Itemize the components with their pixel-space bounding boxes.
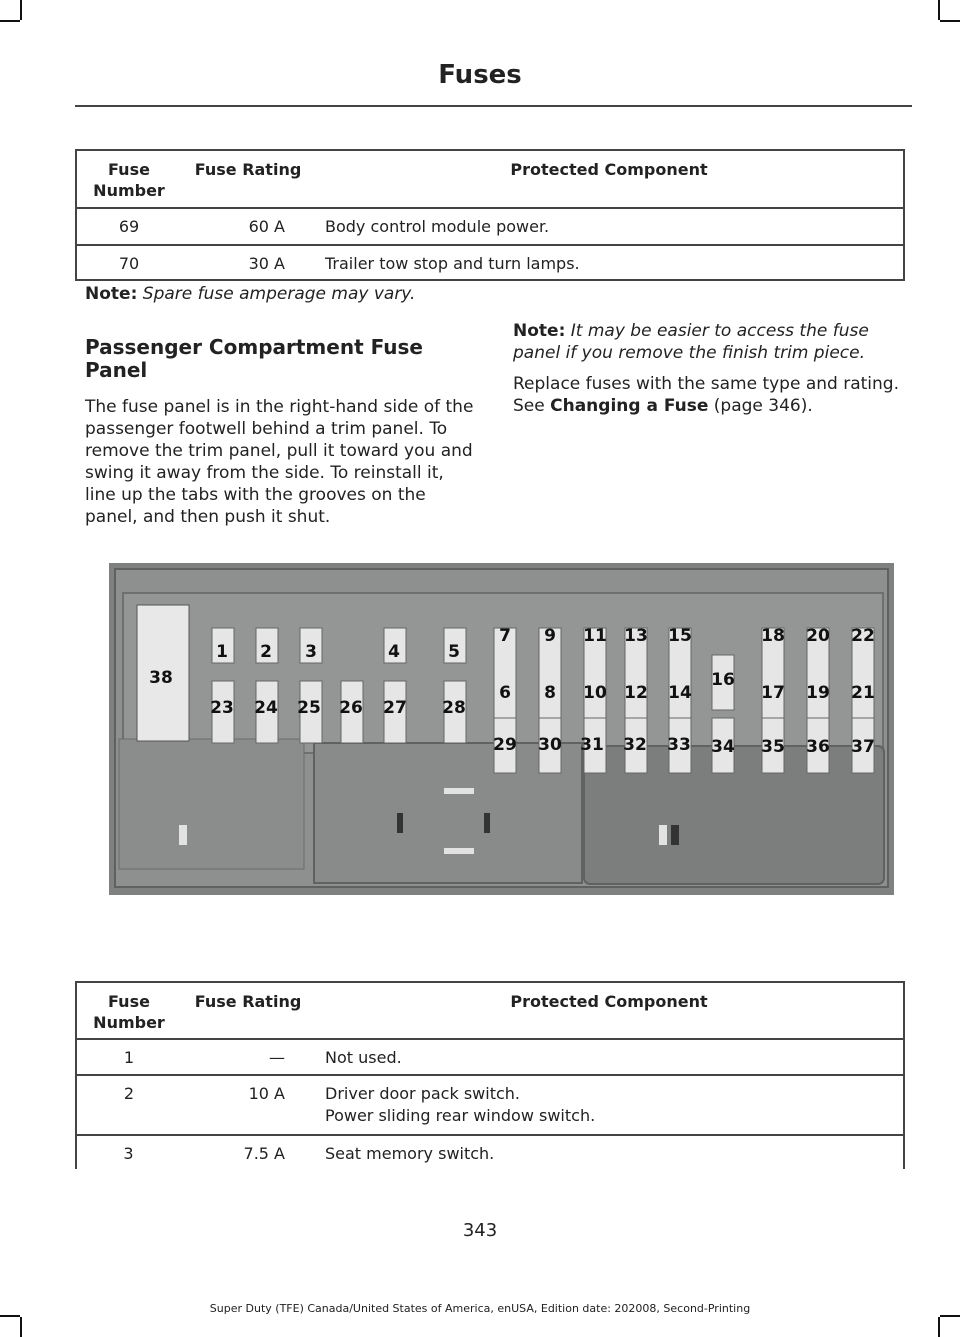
component-cell: Not used. [315, 1039, 904, 1075]
fuse-table-top [75, 149, 905, 281]
fuse-label-4: 4 [388, 642, 400, 662]
crop-mark-tl-v [20, 0, 22, 20]
crop-mark-tl-h [0, 20, 20, 22]
replace-suffix: (page 346). [708, 396, 813, 416]
fuse-table-bottom [75, 981, 905, 1171]
lower-housing-left [119, 739, 304, 869]
note-label: Note: [85, 284, 138, 304]
component-cell: Body control module power. [315, 208, 904, 245]
col-fuse-rating: Fuse Rating [181, 982, 315, 1039]
table-row [76, 208, 904, 245]
fuse-label-24: 24 [254, 698, 278, 718]
fuse-label-27: 27 [383, 698, 407, 718]
fuse-label-10: 10 [583, 683, 607, 703]
fuse-label-6: 6 [499, 683, 511, 703]
replace-fuses-text [513, 373, 908, 417]
fuse-label-32: 32 [623, 735, 647, 755]
fuse-rating-cell: 7.5 A [181, 1135, 315, 1171]
note-spare-fuse [85, 283, 415, 305]
section-title: Passenger Compartment Fuse Panel [85, 335, 423, 382]
component-line: Driver door pack switch. [325, 1084, 520, 1103]
fuse-label-16: 16 [711, 670, 735, 690]
fuse-label-12: 12 [624, 683, 648, 703]
fuse-label-36: 36 [806, 737, 830, 757]
col-fuse-number: Fuse Number [76, 982, 181, 1039]
page-title: Fuses [438, 60, 522, 90]
crop-mark-br-h [940, 1315, 960, 1317]
table-row [76, 1075, 904, 1135]
note-label: Note: [513, 321, 566, 341]
crop-mark-bl-h [0, 1315, 20, 1317]
fuse-label-35: 35 [761, 737, 785, 757]
col-protected-component: Protected Component [315, 150, 904, 208]
slot [659, 825, 667, 845]
fuse-label-21: 21 [851, 683, 875, 703]
fuse-rating-cell: — [181, 1039, 315, 1075]
col-fuse-rating: Fuse Rating [181, 150, 315, 208]
slot [484, 813, 490, 833]
fuse-label-26: 26 [339, 698, 363, 718]
fuse-label-11: 11 [583, 626, 607, 646]
fuse-label-13: 13 [624, 626, 648, 646]
fuse-label-23: 23 [210, 698, 234, 718]
col-fuse-number: Fuse Number [76, 150, 181, 208]
fuse-label-2: 2 [260, 642, 272, 662]
page-footer: Super Duty (TFE) Canada/United States of America, enUSA, Edition date: 202008, Second-Printing [209, 1302, 751, 1315]
fuse-label-28: 28 [442, 698, 466, 718]
fuse-panel-diagram [109, 563, 894, 895]
slot [444, 788, 474, 794]
fuse-label-38: 38 [149, 668, 173, 688]
crop-mark-tr-h [940, 20, 960, 22]
fuse-rating-cell: 30 A [181, 245, 315, 280]
changing-fuse-link[interactable]: Changing a Fuse [550, 396, 709, 416]
fuse-label-33: 33 [667, 735, 691, 755]
table-row [76, 1135, 904, 1171]
col-protected-component: Protected Component [315, 982, 904, 1039]
note-text: It may be easier to access the fuse panel if you remove the finish trim piece. [513, 321, 869, 363]
fuse-label-9: 9 [544, 626, 556, 646]
fuse-number-cell: 70 [76, 245, 181, 280]
fuse-label-25: 25 [297, 698, 321, 718]
component-line: Power sliding rear window switch. [325, 1106, 596, 1125]
crop-mark-bl-v [20, 1317, 22, 1337]
section-paragraph: The fuse panel is in the right-hand side of the passenger footwell behind a trim panel. To remove the trim panel, pull it toward you and swing it away from the side. To reinstall it, line up the tabs with the grooves on the panel, and then push it shut. [85, 397, 474, 527]
fuse-number-cell: 2 [76, 1075, 181, 1135]
table-row [76, 245, 904, 280]
fuse-label-18: 18 [761, 626, 785, 646]
fuse-label-8: 8 [544, 683, 556, 703]
crop-mark-tr-v [938, 0, 940, 20]
fuse-label-30: 30 [538, 735, 562, 755]
fuse-label-15: 15 [668, 626, 692, 646]
fuse-label-17: 17 [761, 683, 785, 703]
page-number: 343 [462, 1220, 498, 1241]
fuse-label-7: 7 [499, 626, 511, 646]
note-trim-piece [513, 320, 898, 364]
fuse-label-34: 34 [711, 737, 735, 757]
component-cell: Trailer tow stop and turn lamps. [315, 245, 904, 280]
fuse-label-19: 19 [806, 683, 830, 703]
slot [397, 813, 403, 833]
fuse-label-29: 29 [493, 735, 517, 755]
table-row [76, 1039, 904, 1075]
fuse-label-1: 1 [216, 642, 228, 662]
fuse-label-14: 14 [668, 683, 692, 703]
slot [179, 825, 187, 845]
component-cell [315, 1075, 904, 1135]
fuse-label-5: 5 [448, 642, 460, 662]
crop-mark-br-v [938, 1317, 940, 1337]
table-side-right [903, 1133, 905, 1169]
slot [444, 848, 474, 854]
note-text: Spare fuse amperage may vary. [137, 284, 416, 304]
fuse-label-37: 37 [851, 737, 875, 757]
fuse-number-cell: 69 [76, 208, 181, 245]
table-header-row [76, 150, 904, 208]
fuse-number-cell: 3 [76, 1135, 181, 1171]
fuse-number-cell: 1 [76, 1039, 181, 1075]
replace-prefix: Replace fuses with the same type and rating. See [513, 374, 899, 416]
table-header-row [76, 982, 904, 1039]
table-side-left [75, 1133, 77, 1169]
header-rule [75, 105, 912, 107]
fuse-label-3: 3 [305, 642, 317, 662]
fuse-rating-cell: 10 A [181, 1075, 315, 1135]
fuse-label-20: 20 [806, 626, 830, 646]
fuse-rating-cell: 60 A [181, 208, 315, 245]
fuse-label-22: 22 [851, 626, 875, 646]
fuse-label-31: 31 [580, 735, 604, 755]
component-cell: Seat memory switch. [315, 1135, 904, 1171]
slot [671, 825, 679, 845]
